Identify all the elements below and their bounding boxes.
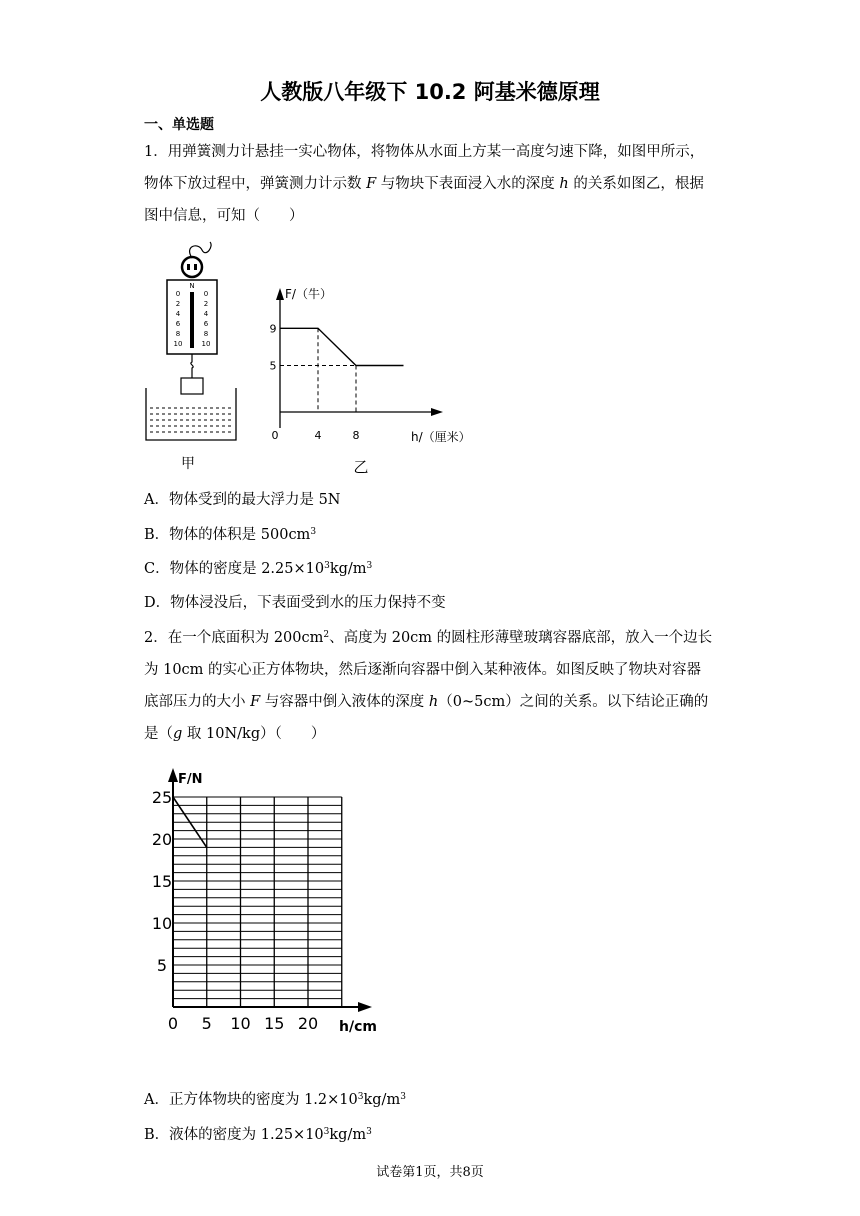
chart1-xlabel: h/（厘米） — [411, 430, 471, 444]
page-footer: 试卷第1页，共8页 — [376, 1165, 484, 1180]
q2-option-a[interactable]: A．正方体物块的密度为 $1.2\times 10^3kg/m^3$ — [144, 1092, 406, 1108]
chart1-figure-label: 乙 — [353, 458, 369, 476]
chart1-x-tick: 0 — [271, 429, 279, 442]
q2-line-3: 底部压力的大小 F 与容器中倒入液体的深度 h（0~5cm）之间的关系。以下结论正确的 — [144, 694, 709, 710]
chart1-x-tick: 4 — [314, 429, 322, 442]
scale-mark: 8 — [203, 330, 209, 338]
scale-mark: 6 — [175, 320, 181, 328]
chart2-x-tick: 15 — [264, 1014, 285, 1033]
scale-mark: 8 — [175, 330, 181, 338]
figure-jia-label: 甲 — [181, 456, 195, 472]
chart2-y-tick: 10 — [151, 914, 173, 933]
q2-line-2: 为 10cm 的实心正方体物块，然后逐渐向容器中倒入某种液体。如图反映了物块对容器 — [144, 662, 702, 678]
chart1-ticks — [270, 322, 360, 442]
q1-option-c[interactable]: C．物体的密度是 $2.25\times 10^3kg/m^3$ — [144, 561, 373, 577]
scale-mark: 6 — [203, 320, 209, 328]
scale-left-marks — [174, 290, 183, 348]
section-heading: 一、单选题 — [144, 117, 214, 133]
chart1-y-tick: 9 — [269, 322, 277, 336]
q2-option-b[interactable]: B．液体的密度为 $1.25\times 10^3kg/m^3$ — [144, 1127, 372, 1143]
page-title: 人教版八年级下 10.2 阿基米德原理 — [260, 80, 600, 104]
scale-mark: 4 — [203, 310, 209, 318]
chart1-guides — [280, 328, 356, 412]
chart2-x-tick: 10 — [230, 1014, 251, 1033]
chart2-xlabel: h/cm — [339, 1019, 377, 1035]
chart2-ylabel: F/N — [178, 772, 203, 787]
chart1-x-arrow — [431, 408, 443, 416]
figure-yi-chart — [265, 280, 485, 480]
question-1-text — [144, 136, 724, 232]
q2-line-4: 是（g 取 10N/kg）（ ） — [144, 726, 326, 742]
q1-line-3: 图中信息，可知（ ） — [144, 208, 304, 224]
chart2-x-tick: 5 — [201, 1014, 212, 1033]
scale-right-marks — [202, 290, 211, 348]
q2-line-1: 2．在一个底面积为 $200cm^2$、高度为 20cm 的圆柱形薄壁玻璃容器底部，放入一个边长 — [144, 630, 713, 646]
scale-mark: 10 — [201, 340, 211, 348]
chart2-x-arrow — [358, 1002, 372, 1012]
question-2-text — [144, 619, 724, 750]
chart1-x-tick: 8 — [352, 429, 360, 442]
scale-mark: 0 — [175, 290, 181, 298]
chart1-ylabel: F/（牛） — [285, 287, 332, 301]
chart2-y-tick: 20 — [151, 830, 173, 849]
q1-option-b[interactable]: B．物体的体积是 $500cm^3$ — [144, 527, 317, 543]
scale-unit-label: N — [189, 282, 195, 290]
chart1-series-line — [280, 328, 404, 365]
chart2-ticks — [152, 788, 318, 1033]
scale-mark: 2 — [175, 300, 181, 308]
scale-mark: 0 — [203, 290, 209, 298]
chart2-y-tick: 15 — [151, 872, 173, 891]
q1-option-a[interactable]: A．物体受到的最大浮力是 5N — [144, 492, 341, 508]
scale-mark: 10 — [173, 340, 183, 348]
figure-jia-spring-scale — [140, 240, 250, 475]
scale-mark: 4 — [175, 310, 181, 318]
q1-option-d[interactable]: D．物体浸没后，下表面受到水的压力保持不变 — [144, 595, 446, 611]
chart1-y-tick: 5 — [269, 359, 277, 373]
chart2-x-tick: 0 — [167, 1014, 179, 1033]
q1-line-1: 1．用弹簧测力计悬挂一实心物体，将物体从水面上方某一高度匀速下降，如图甲所示， — [144, 144, 705, 160]
q1-line-2: 物体下放过程中，弹簧测力计示数 F 与物块下表面浸入水的深度 h 的关系如图乙，根据 — [144, 176, 704, 192]
chart2-y-tick: 5 — [156, 956, 168, 975]
chart2-y-arrow — [168, 768, 178, 782]
chart2-grid — [173, 797, 342, 1007]
chart2-x-tick: 20 — [297, 1014, 319, 1033]
chart2-y-tick: 25 — [151, 788, 173, 807]
q2-force-depth-chart — [140, 765, 390, 1040]
chart1-y-arrow — [276, 288, 284, 300]
scale-mark: 2 — [203, 300, 209, 308]
